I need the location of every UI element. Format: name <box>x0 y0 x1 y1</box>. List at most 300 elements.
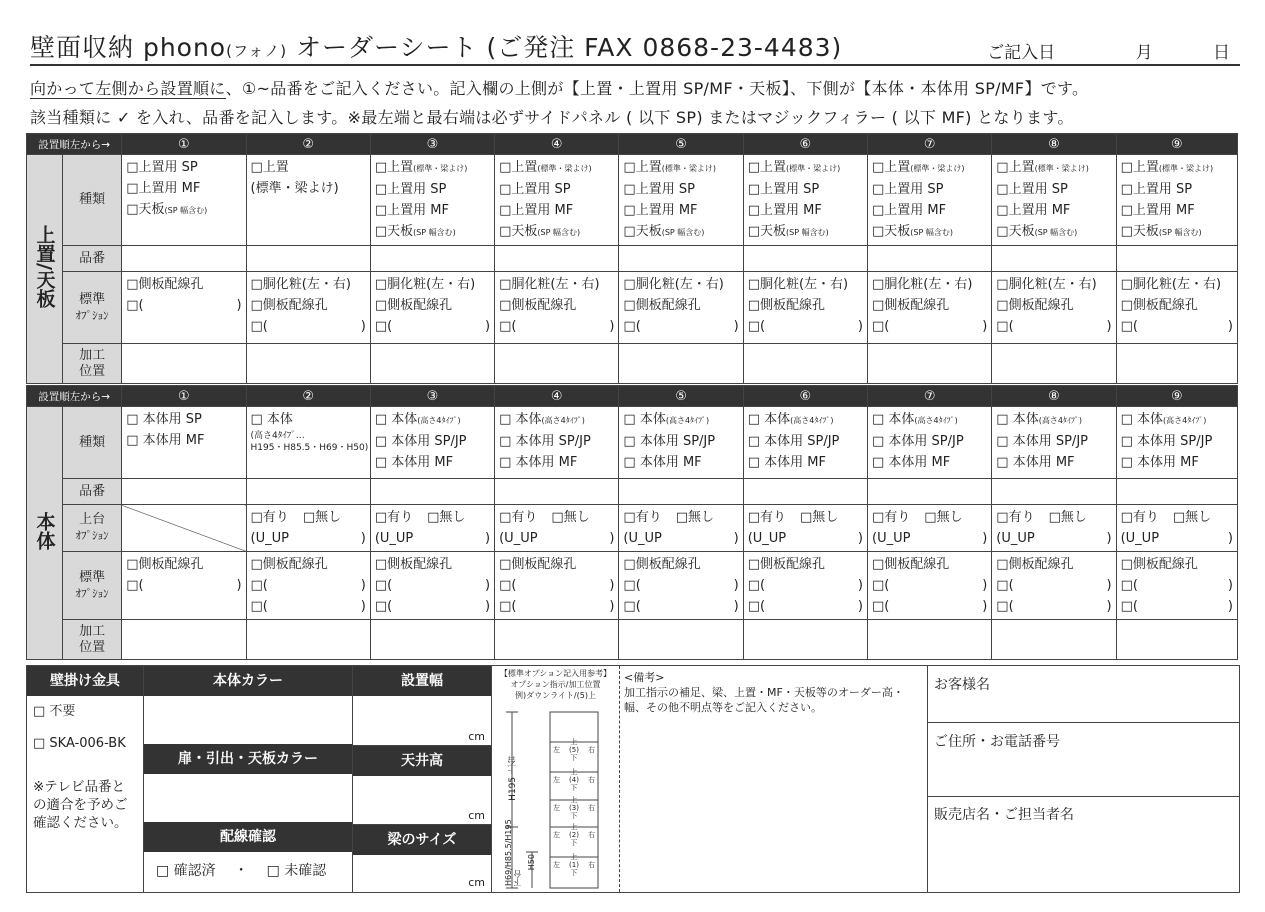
custom-option-field[interactable] <box>996 596 1111 617</box>
body-option-cell[interactable] <box>619 552 743 620</box>
body-mf-checkbox[interactable]: □ 本体用 MF <box>126 433 205 448</box>
body-checkbox[interactable] <box>623 409 738 431</box>
body-checkbox[interactable] <box>1121 409 1233 431</box>
upper-mf-checkbox[interactable]: □上置用 MF <box>996 203 1071 218</box>
upper-sp-checkbox[interactable] <box>748 179 863 200</box>
custom-option-field[interactable] <box>623 575 738 596</box>
upper-sp-checkbox[interactable] <box>996 179 1111 200</box>
upper-sp-checkbox[interactable]: □上置用 SP <box>1120 182 1193 197</box>
upper-mf-checkbox[interactable] <box>748 200 863 221</box>
body-process-field[interactable] <box>868 620 992 660</box>
custom-option-field[interactable] <box>375 575 490 596</box>
custom-option-field[interactable] <box>1121 316 1233 337</box>
body-part-number-field[interactable] <box>370 479 494 505</box>
top-board-checkbox[interactable] <box>126 199 241 221</box>
bracket-none-checkbox[interactable]: □ 不要 <box>33 704 76 719</box>
body-process-field[interactable] <box>122 620 246 660</box>
upper-checkbox[interactable] <box>996 157 1111 179</box>
side-wiring-checkbox[interactable] <box>748 554 863 575</box>
yes-checkbox[interactable]: □有り <box>1120 510 1159 525</box>
body-sp-jp-checkbox[interactable] <box>748 431 863 452</box>
side-wiring-checkbox[interactable]: □側板配線孔 <box>996 557 1074 572</box>
body-process-field[interactable] <box>619 620 743 660</box>
body-sp-jp-checkbox[interactable] <box>1121 431 1233 452</box>
body-mf-checkbox[interactable]: □ 本体用 MF <box>996 455 1075 470</box>
body-sp-jp-checkbox[interactable] <box>623 431 738 452</box>
upper-checkbox[interactable] <box>623 157 738 179</box>
side-wiring-checkbox[interactable]: □側板配線孔 <box>126 557 204 572</box>
custom-option-field[interactable] <box>1121 575 1233 596</box>
top-board-checkbox[interactable] <box>499 221 614 243</box>
custom-option-field[interactable] <box>251 575 366 596</box>
custom-option-field[interactable] <box>1121 596 1233 617</box>
side-wiring-checkbox[interactable]: □側板配線孔 <box>747 298 825 313</box>
body-kind-cell[interactable] <box>743 407 867 479</box>
body-sp-jp-checkbox[interactable] <box>996 431 1111 452</box>
side-wiring-checkbox[interactable] <box>872 554 987 575</box>
top-board-checkbox[interactable]: □天板 <box>1120 224 1159 239</box>
decor-checkbox[interactable]: □胴化粧(左・右) <box>747 277 849 292</box>
body-option-cell[interactable] <box>246 552 370 620</box>
upper-option-cell[interactable] <box>1116 272 1237 344</box>
yes-checkbox[interactable]: □有り <box>747 510 786 525</box>
decor-checkbox[interactable]: □胴化粧(左・右) <box>872 277 973 292</box>
side-wiring-checkbox[interactable] <box>126 554 241 575</box>
upper-mf-checkbox[interactable] <box>996 200 1111 221</box>
upper-checkbox[interactable]: □上置 <box>747 160 786 175</box>
custom-option-field[interactable] <box>872 575 987 596</box>
no-checkbox[interactable]: □無し <box>427 510 466 525</box>
yes-checkbox[interactable]: □有り <box>250 510 289 525</box>
custom-option-field[interactable] <box>251 596 366 617</box>
upper-part-number-field[interactable] <box>619 246 743 272</box>
upper-checkbox[interactable] <box>748 157 863 179</box>
u-up-field[interactable] <box>748 528 863 549</box>
upper-process-field[interactable] <box>868 344 992 384</box>
u-up-field[interactable] <box>872 528 987 549</box>
body-process-field[interactable] <box>495 620 619 660</box>
body-part-number-field[interactable] <box>868 479 992 505</box>
side-wiring-checkbox[interactable] <box>623 554 738 575</box>
upper-sp-checkbox[interactable]: □上置用 SP <box>374 182 447 197</box>
upper-sp-checkbox[interactable] <box>126 157 241 178</box>
side-wiring-checkbox[interactable] <box>748 295 863 316</box>
side-wiring-checkbox[interactable]: □側板配線孔 <box>1120 298 1198 313</box>
side-wiring-checkbox[interactable]: □側板配線孔 <box>623 298 701 313</box>
upper-checkbox[interactable]: □上置 <box>250 160 289 175</box>
side-wiring-checkbox[interactable]: □側板配線孔 <box>374 557 453 572</box>
top-board-checkbox[interactable] <box>872 221 987 243</box>
upper-process-field[interactable] <box>370 344 494 384</box>
top-board-checkbox[interactable] <box>996 221 1111 243</box>
top-option-cell[interactable] <box>868 505 992 552</box>
side-wiring-checkbox[interactable]: □側板配線孔 <box>872 557 950 572</box>
bracket-ska-checkbox[interactable]: □ SKA-006-BK <box>33 736 126 751</box>
upper-sp-checkbox[interactable] <box>1121 179 1233 200</box>
custom-option-field[interactable] <box>375 316 490 337</box>
side-wiring-checkbox[interactable] <box>1121 295 1233 316</box>
upper-process-field[interactable] <box>992 344 1116 384</box>
decor-checkbox[interactable] <box>996 274 1111 295</box>
customer-name-field[interactable]: お客様名 <box>928 666 1239 723</box>
upper-process-field[interactable] <box>619 344 743 384</box>
upper-part-number-field[interactable] <box>743 246 867 272</box>
upper-sp-checkbox[interactable] <box>499 179 614 200</box>
body-sp-jp-checkbox[interactable]: □ 本体用 SP/JP <box>1120 434 1213 449</box>
body-checkbox[interactable] <box>748 409 863 431</box>
side-wiring-checkbox[interactable] <box>1121 554 1233 575</box>
upper-kind-cell[interactable] <box>619 155 743 246</box>
body-mf-checkbox[interactable] <box>623 452 738 473</box>
custom-option-field[interactable] <box>623 596 738 617</box>
side-wiring-checkbox[interactable]: □側板配線孔 <box>250 298 328 313</box>
upper-sp-checkbox[interactable] <box>375 179 490 200</box>
top-option-cell[interactable] <box>1116 505 1237 552</box>
upper-mf-checkbox[interactable]: □上置用 MF <box>747 203 822 218</box>
side-wiring-checkbox[interactable] <box>375 554 490 575</box>
custom-option-field[interactable] <box>251 316 366 337</box>
fill-date[interactable] <box>983 38 1230 63</box>
no-checkbox[interactable]: □無し <box>1172 510 1212 525</box>
upper-option-cell[interactable] <box>992 272 1116 344</box>
upper-option-cell[interactable] <box>743 272 867 344</box>
upper-part-number-field[interactable] <box>495 246 619 272</box>
body-sp-jp-checkbox[interactable]: □ 本体用 SP/JP <box>374 434 467 449</box>
yes-checkbox[interactable]: □有り <box>499 510 538 525</box>
body-mf-checkbox[interactable]: □ 本体用 MF <box>623 455 702 470</box>
body-sp-jp-checkbox[interactable] <box>375 431 490 452</box>
custom-option-field[interactable] <box>623 316 738 337</box>
upper-checkbox[interactable]: □上置 <box>374 160 414 175</box>
decor-checkbox[interactable]: □胴化粧(左・右) <box>996 277 1097 292</box>
custom-option-field[interactable] <box>748 596 863 617</box>
upper-part-number-field[interactable] <box>1116 246 1237 272</box>
upper-checkbox[interactable] <box>1121 157 1233 179</box>
u-up-field[interactable] <box>996 528 1111 549</box>
upper-mf-checkbox[interactable] <box>1121 200 1233 221</box>
upper-checkbox[interactable]: □上置 <box>996 160 1035 175</box>
u-up-field[interactable] <box>499 528 614 549</box>
side-wiring-checkbox[interactable]: □側板配線孔 <box>872 298 950 313</box>
customer-address-field[interactable]: ご住所・お電話番号 <box>928 723 1239 797</box>
body-checkbox[interactable]: □ 本体 <box>872 412 915 427</box>
top-option-cell[interactable] <box>992 505 1116 552</box>
body-color-field[interactable] <box>144 696 352 744</box>
top-board-checkbox[interactable]: □天板 <box>747 224 786 239</box>
custom-option-field[interactable] <box>872 596 987 617</box>
upper-process-field[interactable] <box>743 344 867 384</box>
body-mf-checkbox[interactable] <box>126 430 241 451</box>
body-checkbox[interactable] <box>251 409 366 430</box>
custom-option-field[interactable] <box>375 596 490 617</box>
custom-option-field[interactable] <box>126 295 241 316</box>
store-field[interactable]: 販売店名・ご担当者名 <box>934 807 1074 823</box>
body-mf-checkbox[interactable]: □ 本体用 MF <box>499 455 578 470</box>
body-part-number-field[interactable] <box>743 479 867 505</box>
body-checkbox[interactable]: □ 本体 <box>996 412 1039 427</box>
body-process-field[interactable] <box>246 620 370 660</box>
body-part-number-field[interactable] <box>246 479 370 505</box>
decor-checkbox[interactable] <box>1121 274 1233 295</box>
upper-option-cell[interactable] <box>246 272 370 344</box>
body-checkbox[interactable]: □ 本体 <box>250 412 293 427</box>
side-wiring-checkbox[interactable]: □側板配線孔 <box>623 557 701 572</box>
yes-checkbox[interactable]: □有り <box>872 510 911 525</box>
side-wiring-checkbox[interactable] <box>499 295 614 316</box>
body-mf-checkbox[interactable] <box>1121 452 1233 473</box>
body-checkbox[interactable] <box>499 409 614 431</box>
decor-checkbox[interactable] <box>251 274 366 295</box>
top-board-checkbox[interactable] <box>623 221 738 243</box>
yes-checkbox[interactable]: □有り <box>623 510 662 525</box>
body-mf-checkbox[interactable] <box>748 452 863 473</box>
upper-part-number-field[interactable] <box>370 246 494 272</box>
u-up-field[interactable] <box>375 528 490 549</box>
decor-checkbox[interactable]: □胴化粧(左・右) <box>374 277 476 292</box>
body-option-cell[interactable] <box>992 552 1116 620</box>
decor-checkbox[interactable] <box>872 274 987 295</box>
body-mf-checkbox[interactable]: □ 本体用 MF <box>872 455 951 470</box>
wiring-confirmed-checkbox[interactable]: □ 確認済 <box>156 863 216 879</box>
upper-mf-checkbox[interactable]: □上置用 MF <box>499 203 574 218</box>
body-mf-checkbox[interactable] <box>996 452 1111 473</box>
upper-kind-cell[interactable] <box>868 155 992 246</box>
upper-mf-checkbox[interactable]: □上置用 MF <box>374 203 449 218</box>
body-checkbox[interactable]: □ 本体 <box>499 412 542 427</box>
upper-part-number-field[interactable] <box>246 246 370 272</box>
upper-option-cell[interactable] <box>495 272 619 344</box>
body-process-field[interactable] <box>992 620 1116 660</box>
no-checkbox[interactable]: □無し <box>1048 510 1087 525</box>
upper-sp-checkbox[interactable] <box>872 179 987 200</box>
upper-kind-cell[interactable] <box>495 155 619 246</box>
body-kind-cell[interactable] <box>495 407 619 479</box>
upper-mf-checkbox[interactable]: □上置用 MF <box>872 203 947 218</box>
side-wiring-checkbox[interactable]: □側板配線孔 <box>126 277 204 292</box>
body-option-cell[interactable] <box>495 552 619 620</box>
upper-checkbox[interactable] <box>872 157 987 179</box>
upper-process-field[interactable] <box>495 344 619 384</box>
body-sp-jp-checkbox[interactable]: □ 本体用 SP/JP <box>872 434 964 449</box>
side-wiring-checkbox[interactable] <box>251 554 366 575</box>
upper-sp-checkbox[interactable] <box>623 179 738 200</box>
upper-process-field[interactable] <box>246 344 370 384</box>
door-color-field[interactable] <box>144 774 352 822</box>
body-sp-jp-checkbox[interactable]: □ 本体用 SP/JP <box>499 434 591 449</box>
body-option-cell[interactable] <box>1116 552 1237 620</box>
custom-option-field[interactable] <box>748 316 863 337</box>
upper-process-field[interactable] <box>122 344 246 384</box>
body-mf-checkbox[interactable] <box>872 452 987 473</box>
side-wiring-checkbox[interactable]: □側板配線孔 <box>747 557 825 572</box>
wiring-unconfirmed-checkbox[interactable]: □ 未確認 <box>266 863 327 879</box>
decor-checkbox[interactable] <box>748 274 863 295</box>
upper-checkbox[interactable] <box>499 157 614 179</box>
body-part-number-field[interactable] <box>495 479 619 505</box>
upper-mf-checkbox[interactable] <box>375 200 490 221</box>
no-checkbox[interactable]: □無し <box>302 510 342 525</box>
body-part-number-field[interactable] <box>619 479 743 505</box>
top-option-cell[interactable] <box>246 505 370 552</box>
top-option-cell[interactable] <box>619 505 743 552</box>
upper-kind-cell[interactable] <box>246 155 370 246</box>
beam-field[interactable]: cm <box>468 876 485 889</box>
side-wiring-checkbox[interactable] <box>126 274 241 295</box>
u-up-field[interactable] <box>251 528 366 549</box>
upper-checkbox[interactable]: □上置 <box>1120 160 1159 175</box>
upper-sp-checkbox[interactable]: □上置用 SP <box>499 182 571 197</box>
top-option-cell[interactable] <box>370 505 494 552</box>
body-option-cell[interactable] <box>370 552 494 620</box>
upper-sp-checkbox[interactable]: □上置用 SP <box>126 160 198 175</box>
body-checkbox[interactable]: □ 本体 <box>623 412 666 427</box>
side-wiring-checkbox[interactable] <box>375 295 490 316</box>
upper-sp-checkbox[interactable]: □上置用 SP <box>872 182 944 197</box>
upper-checkbox[interactable] <box>375 157 490 179</box>
body-kind-cell[interactable] <box>1116 407 1237 479</box>
decor-checkbox[interactable] <box>623 274 738 295</box>
body-part-number-field[interactable] <box>992 479 1116 505</box>
top-board-checkbox[interactable] <box>748 221 863 243</box>
custom-option-field[interactable] <box>499 316 614 337</box>
body-mf-checkbox[interactable]: □ 本体用 MF <box>1120 455 1199 470</box>
upper-part-number-field[interactable] <box>868 246 992 272</box>
upper-mf-checkbox[interactable] <box>499 200 614 221</box>
custom-option-field[interactable] <box>499 575 614 596</box>
body-mf-checkbox[interactable]: □ 本体用 MF <box>374 455 454 470</box>
top-board-checkbox[interactable]: □天板 <box>996 224 1035 239</box>
body-kind-cell[interactable] <box>246 407 370 479</box>
no-checkbox[interactable]: □無し <box>551 510 590 525</box>
u-up-field[interactable] <box>623 528 738 549</box>
body-sp-checkbox[interactable]: □ 本体用 SP <box>126 412 202 427</box>
top-board-checkbox[interactable]: □天板 <box>126 202 165 217</box>
upper-sp-checkbox[interactable]: □上置用 SP <box>996 182 1068 197</box>
u-up-field[interactable] <box>1121 528 1233 549</box>
body-checkbox[interactable]: □ 本体 <box>374 412 418 427</box>
body-checkbox[interactable] <box>375 409 490 431</box>
no-checkbox[interactable]: □無し <box>924 510 963 525</box>
body-sp-checkbox[interactable] <box>126 409 241 430</box>
custom-option-field[interactable] <box>872 316 987 337</box>
upper-option-cell[interactable] <box>868 272 992 344</box>
side-wiring-checkbox[interactable] <box>623 295 738 316</box>
width-field[interactable]: cm <box>353 697 491 746</box>
upper-kind-cell[interactable] <box>370 155 494 246</box>
top-board-checkbox[interactable]: □天板 <box>872 224 911 239</box>
side-wiring-checkbox[interactable]: □側板配線孔 <box>374 298 453 313</box>
top-board-checkbox[interactable] <box>375 221 490 243</box>
upper-kind-cell[interactable] <box>1116 155 1237 246</box>
custom-option-field[interactable] <box>748 575 863 596</box>
upper-kind-cell[interactable] <box>743 155 867 246</box>
side-wiring-checkbox[interactable]: □側板配線孔 <box>1120 557 1198 572</box>
body-part-number-field[interactable] <box>1116 479 1237 505</box>
upper-part-number-field[interactable] <box>992 246 1116 272</box>
upper-option-cell[interactable] <box>370 272 494 344</box>
body-process-field[interactable] <box>1116 620 1237 660</box>
body-mf-checkbox[interactable]: □ 本体用 MF <box>747 455 826 470</box>
body-process-field[interactable] <box>743 620 867 660</box>
no-checkbox[interactable]: □無し <box>675 510 714 525</box>
upper-process-field[interactable] <box>1116 344 1237 384</box>
upper-checkbox[interactable]: □上置 <box>499 160 538 175</box>
top-board-checkbox[interactable]: □天板 <box>374 224 414 239</box>
decor-checkbox[interactable]: □胴化粧(左・右) <box>1120 277 1222 292</box>
yes-checkbox[interactable]: □有り <box>996 510 1035 525</box>
side-wiring-checkbox[interactable] <box>996 554 1111 575</box>
no-checkbox[interactable]: □無し <box>800 510 839 525</box>
custom-option-field[interactable] <box>996 316 1111 337</box>
body-mf-checkbox[interactable] <box>499 452 614 473</box>
body-mf-checkbox[interactable] <box>375 452 490 473</box>
body-sp-jp-checkbox[interactable]: □ 本体用 SP/JP <box>623 434 716 449</box>
body-option-cell[interactable] <box>122 552 246 620</box>
side-wiring-checkbox[interactable]: □側板配線孔 <box>499 557 577 572</box>
upper-option-cell[interactable] <box>619 272 743 344</box>
top-option-cell[interactable] <box>495 505 619 552</box>
body-checkbox[interactable]: □ 本体 <box>747 412 791 427</box>
top-board-checkbox[interactable]: □天板 <box>623 224 662 239</box>
body-part-number-field[interactable] <box>122 479 246 505</box>
upper-mf-checkbox[interactable]: □上置用 MF <box>623 203 698 218</box>
body-option-cell[interactable] <box>743 552 867 620</box>
upper-checkbox[interactable]: □上置 <box>872 160 911 175</box>
decor-checkbox[interactable]: □胴化粧(左・右) <box>499 277 600 292</box>
body-process-field[interactable] <box>370 620 494 660</box>
body-kind-cell[interactable] <box>122 407 246 479</box>
upper-sp-checkbox[interactable]: □上置用 SP <box>623 182 695 197</box>
top-option-cell[interactable] <box>743 505 867 552</box>
upper-part-number-field[interactable] <box>122 246 246 272</box>
top-board-checkbox[interactable] <box>1121 221 1233 243</box>
custom-option-field[interactable] <box>996 575 1111 596</box>
decor-checkbox[interactable] <box>499 274 614 295</box>
body-sp-jp-checkbox[interactable] <box>872 431 987 452</box>
body-kind-cell[interactable] <box>619 407 743 479</box>
upper-mf-checkbox[interactable] <box>126 178 241 199</box>
body-sp-jp-checkbox[interactable]: □ 本体用 SP/JP <box>747 434 840 449</box>
upper-mf-checkbox[interactable] <box>872 200 987 221</box>
body-kind-cell[interactable] <box>992 407 1116 479</box>
body-checkbox[interactable] <box>872 409 987 431</box>
custom-option-field[interactable] <box>499 596 614 617</box>
body-sp-jp-checkbox[interactable]: □ 本体用 SP/JP <box>996 434 1088 449</box>
upper-sp-checkbox[interactable]: □上置用 SP <box>747 182 820 197</box>
upper-kind-cell[interactable] <box>992 155 1116 246</box>
upper-mf-checkbox[interactable] <box>623 200 738 221</box>
custom-option-field[interactable] <box>126 575 241 596</box>
remarks-column[interactable] <box>620 666 928 892</box>
side-wiring-checkbox[interactable]: □側板配線孔 <box>499 298 577 313</box>
upper-checkbox[interactable] <box>251 157 366 178</box>
upper-kind-cell[interactable] <box>122 155 246 246</box>
decor-checkbox[interactable] <box>375 274 490 295</box>
decor-checkbox[interactable]: □胴化粧(左・右) <box>623 277 724 292</box>
top-board-checkbox[interactable]: □天板 <box>499 224 538 239</box>
body-option-cell[interactable] <box>868 552 992 620</box>
yes-checkbox[interactable]: □有り <box>374 510 414 525</box>
body-checkbox[interactable]: □ 本体 <box>1120 412 1164 427</box>
body-kind-cell[interactable] <box>370 407 494 479</box>
upper-option-cell[interactable] <box>122 272 246 344</box>
body-kind-cell[interactable] <box>868 407 992 479</box>
body-checkbox[interactable] <box>996 409 1111 431</box>
side-wiring-checkbox[interactable] <box>251 295 366 316</box>
upper-checkbox[interactable]: □上置 <box>623 160 662 175</box>
ceiling-field[interactable]: cm <box>353 776 491 825</box>
side-wiring-checkbox[interactable]: □側板配線孔 <box>250 557 328 572</box>
